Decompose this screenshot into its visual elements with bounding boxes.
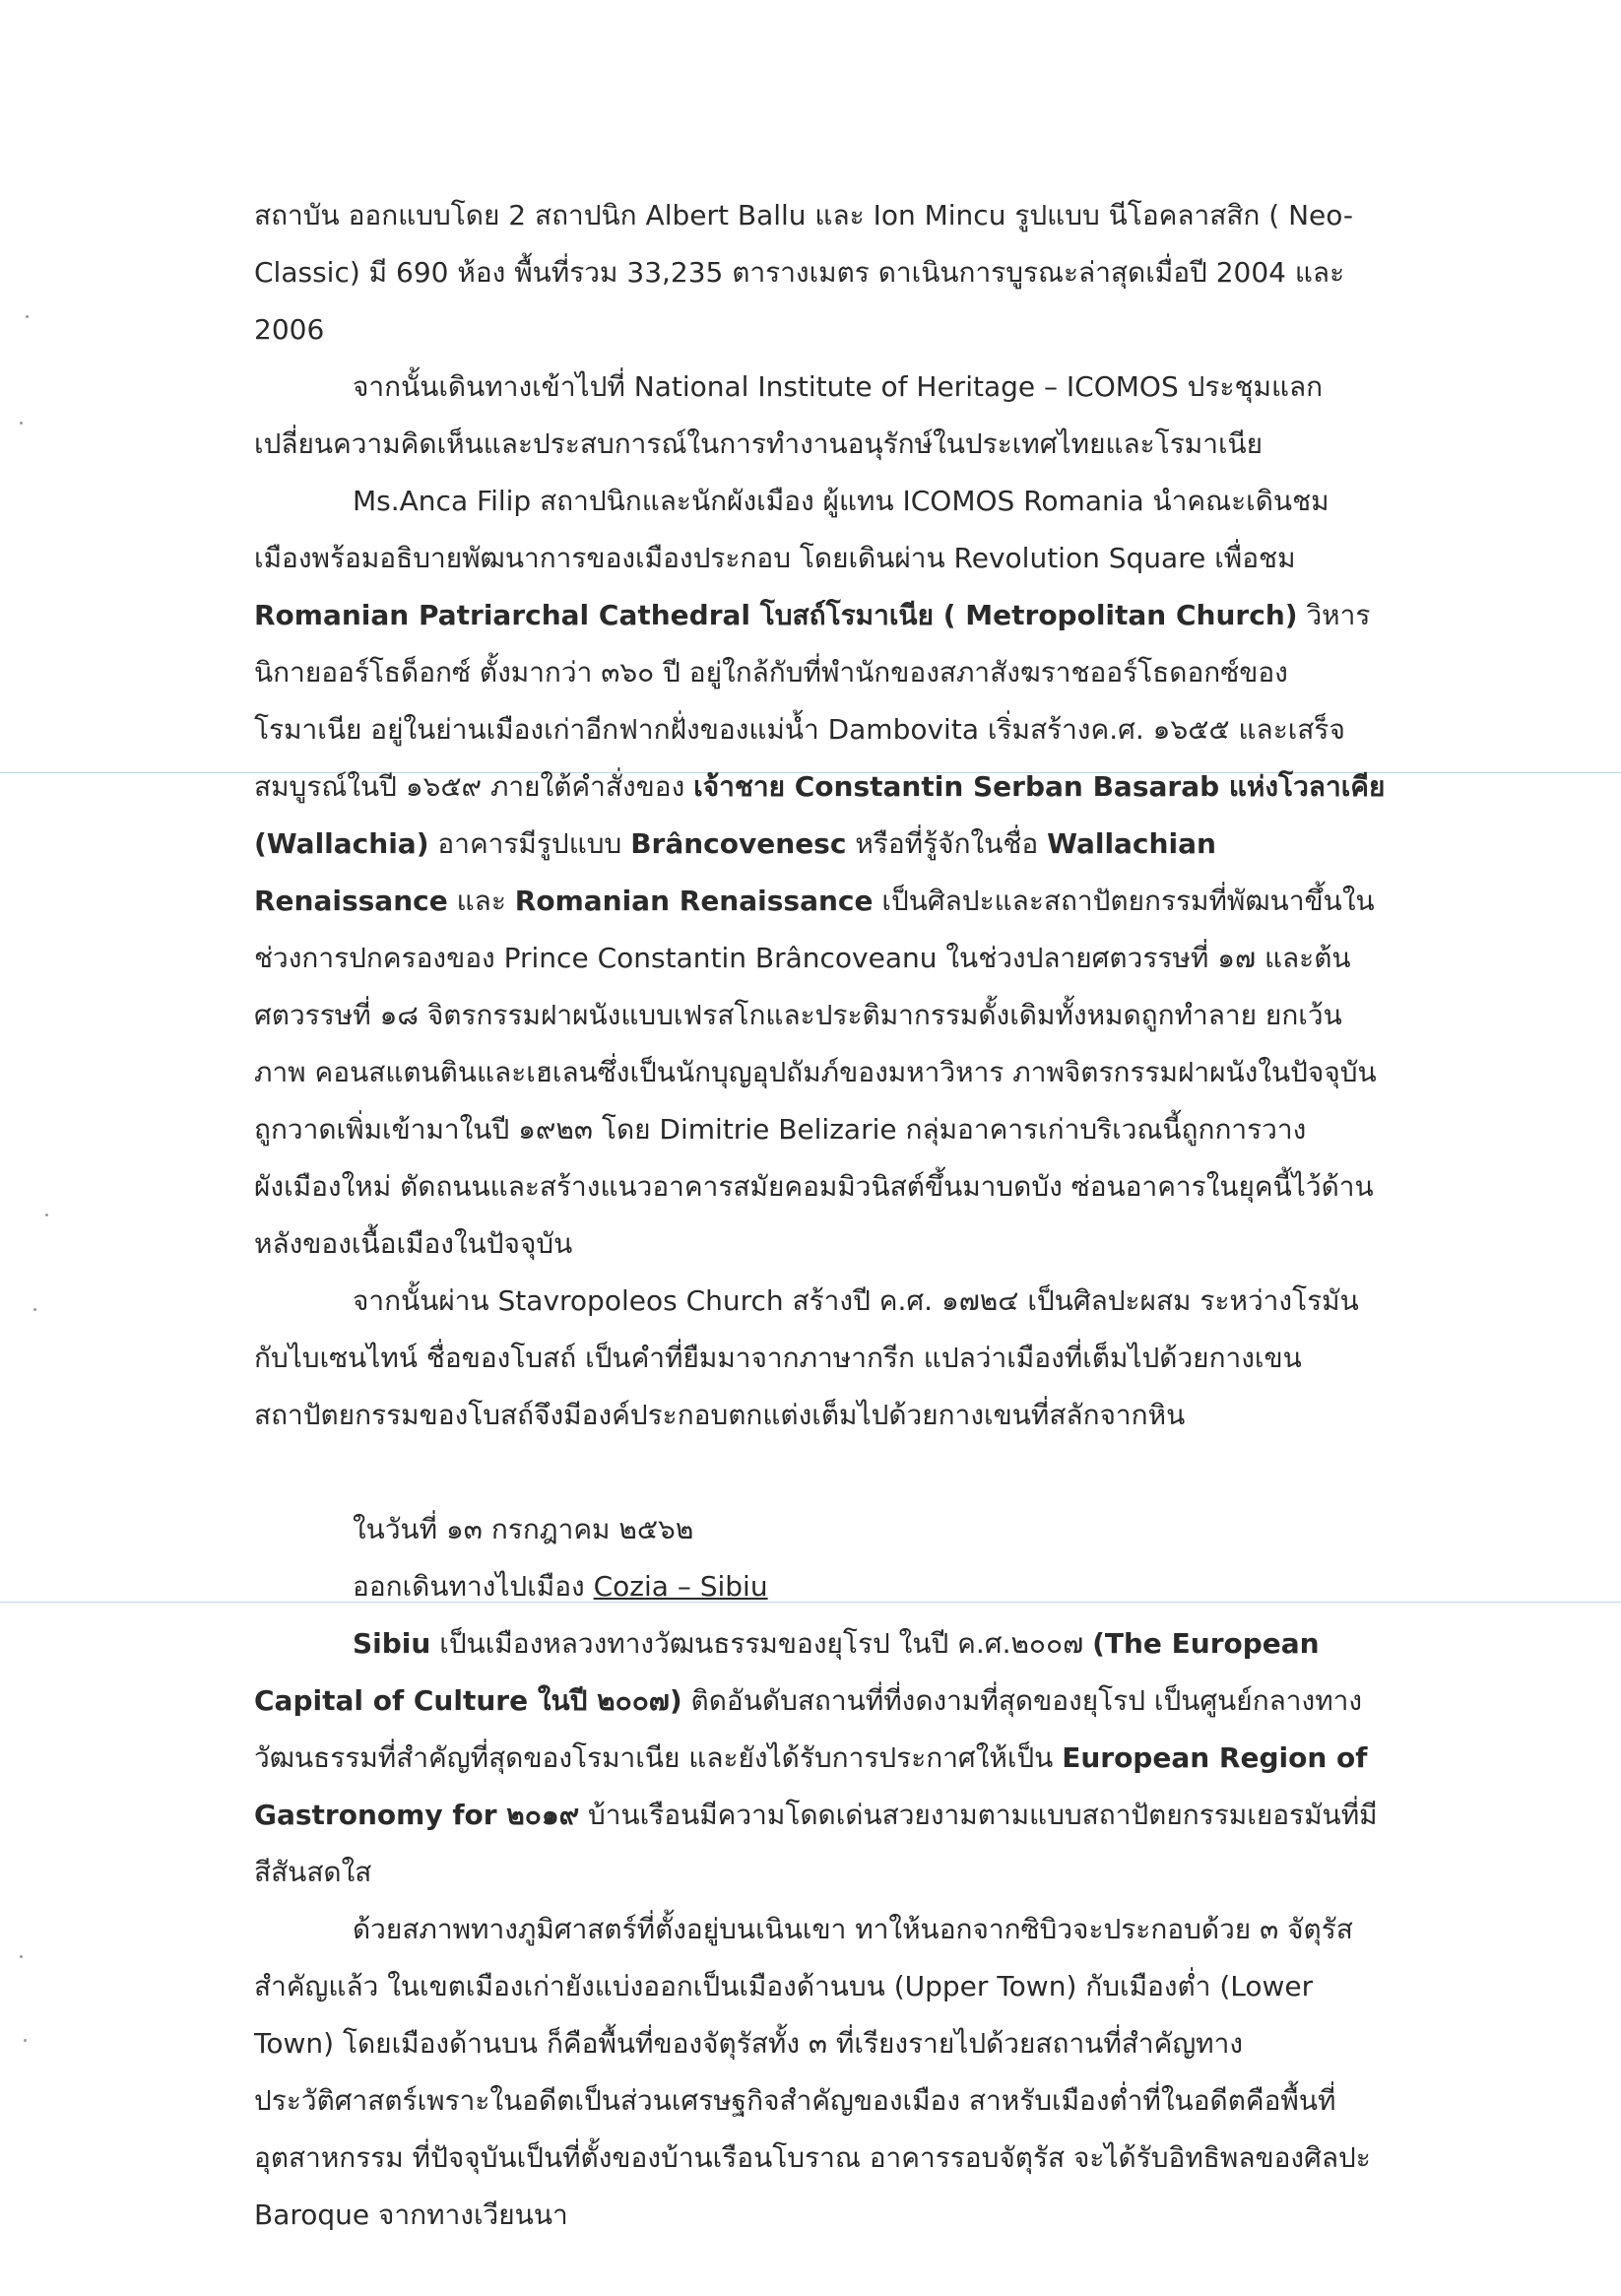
bold-text: (The European Capital of Culture ในปี ๒๐๐๗): [254, 1627, 1320, 1717]
scan-speck: [20, 422, 23, 425]
text-run: วิหารนิกายออร์โธด็อกซ์ ตั้งมากว่า ๓๖๐ ปี อยู่ใกล้กับที่พำนักของสภาสังฆราชออร์โธดอกซ์ของโรมาเนีย อยู่ในย่านเมืองเก่าอีกฟากฝั่งของแม่น้ำ Dambovita เริ่มสร้างค.ศ. ๑๖๕๕ และเสร็จสมบูรณ์ในปี ๑๖๕๙ ภายใต้คำสั่งของ: [254, 599, 1371, 803]
scan-speck: [24, 2039, 27, 2042]
route-prefix: ออกเดินทางไปเมือง: [353, 1570, 594, 1603]
date-line: ในวันที่ ๑๓ กรกฎาคม ๒๕๖๒: [353, 1513, 694, 1545]
text-run: หรือที่รู้จักในชื่อ: [846, 827, 1048, 860]
paragraph-p5: [254, 1615, 1387, 1901]
bold-text: เจ้าชาย Constantin Serban Basarab แห่งโวลาเคีย (Wallachia): [254, 770, 1386, 860]
paragraph-p3: [254, 473, 1387, 1273]
text-run: และ: [447, 885, 515, 917]
text-run: สถาบัน ออกแบบโดย 2 สถาปนิก Albert Ballu และ Ion Mincu รูปแบบ นีโอคลาสสิก ( Neo-Classic) มี 690 ห้อง พื้นที่รวม 33,235 ตารางเมตร ดาเนินการบูรณะล่าสุดเมื่อปี 2004 และ 2006: [254, 199, 1354, 346]
text-run: อาคารมีรูปแบบ: [428, 827, 631, 860]
text-run: จากนั้นผ่าน Stavropoleos Church สร้างปี ค.ศ. ๑๗๒๔ เป็นศิลปะผสม ระหว่างโรมันกับไบเซนไทน์ ชื่อของโบสถ์ เป็นคำที่ยืมมาจากภาษากรีก แปลว่าเมืองที่เต็มไปด้วยกางเขน สถาปัตยกรรมของโบสถ์จึงมีองค์ประกอบตกแต่งเต็มไปด้วยกางเขนที่สลักจากหิน: [254, 1284, 1359, 1431]
paragraph-p2: [254, 359, 1387, 473]
bold-text: Wallachian Renaissance: [254, 827, 1216, 917]
text-run: ติดอันดับสถานที่ที่งดงามที่สุดของยุโรป เป็นศูนย์กลางทางวัฒนธรรมที่สำคัญที่สุดของโรมาเนีย และยังได้รับการประกาศให้เป็น: [254, 1684, 1363, 1774]
scan-speck: [45, 1214, 48, 1216]
scan-speck: [33, 1308, 36, 1311]
text-run: บ้านเรือนมีความโดดเด่นสวยงามตามแบบสถาปัตยกรรมเยอรมันที่มีสีสันสดใส: [254, 1799, 1378, 1888]
section-bucharest: [254, 187, 1387, 1444]
text-run: Ms.Anca Filip สถาปนิกและนักผังเมือง ผู้แทน ICOMOS Romania นำคณะเดินชมเมืองพร้อมอธิบายพัฒนาการของเมืองประกอบ โดยเดินผ่าน Revolution Square เพื่อชม: [254, 485, 1329, 574]
scan-speck: [20, 1955, 23, 1958]
document-body: [254, 187, 1387, 2244]
route-place: Cozia – Sibiu: [593, 1570, 768, 1603]
bold-text: Brâncovenesc: [630, 827, 847, 860]
text-run: จากนั้นเดินทางเข้าไปที่ National Institute of Heritage – ICOMOS ประชุมแลกเปลี่ยนความคิดเห็นและประสบการณ์ในการทำงานอนุรักษ์ในประเทศไทยและโรมาเนีย: [254, 370, 1324, 460]
bold-text: European Region of Gastronomy for ๒๐๑๙: [254, 1741, 1368, 1831]
route-line: [254, 1558, 1387, 1615]
paragraph-p1: [254, 187, 1387, 359]
bold-text: Romanian Renaissance: [514, 885, 874, 917]
paragraph-p4: [254, 1273, 1387, 1444]
paragraph-gap: [254, 1444, 1387, 1501]
text-run: ด้วยสภาพทางภูมิศาสตร์ที่ตั้งอยู่บนเนินเขา ทาให้นอกจากซิบิวจะประกอบด้วย ๓ จัตุรัสสำคัญแล้ว ในเขตเมืองเก่ายังแบ่งออกเป็นเมืองด้านบน (Upper Town) กับเมืองต่ำ (Lower Town) โดยเมืองด้านบน ก็คือพื้นที่ของจัตุรัสทั้ง ๓ ที่เรียงรายไปด้วยสถานที่สำคัญทางประวัติศาสตร์เพราะในอดีตเป็นส่วนเศรษฐกิจสำคัญของเมือง สาหรับเมืองต่ำที่ในอดีตคือพื้นที่อุตสาหกรรม ที่ปัจจุบันเป็นที่ตั้งของบ้านเรือนโบราณ อาคารรอบจัตุรัส จะได้รับอิทธิพลของศิลปะ Baroque จากทางเวียนนา: [254, 1913, 1371, 2231]
text-run: เป็นเมืองหลวงทางวัฒนธรรมของยุโรป ในปี ค.ศ.๒๐๐๗: [430, 1627, 1093, 1660]
bold-text: Romanian Patriarchal Cathedral โบสถ์โรมาเนีย ( Metropolitan Church): [254, 599, 1298, 631]
scan-speck: [26, 315, 29, 318]
paragraph-p6: [254, 1901, 1387, 2244]
text-run: เป็นศิลปะและสถาปัตยกรรมที่พัฒนาขึ้นในช่วงการปกครองของ Prince Constantin Brâncoveanu ในช่วงปลายศตวรรษที่ ๑๗ และต้นศตวรรษที่ ๑๘ จิตรกรรมฝาผนังแบบเฟรสโกและประติมากรรมดั้งเดิมทั้งหมดถูกทำลาย ยกเว้นภาพ คอนสแตนตินและเฮเลนซึ่งเป็นนักบุญอุปถัมภ์ของมหาวิหาร ภาพจิตรกรรมฝาผนังในปัจจุบันถูกวาดเพิ่มเข้ามาในปี ๑๙๒๓ โดย Dimitrie Belizarie กลุ่มอาคารเก่าบริเวณนี้ถูกการวางผังเมืองใหม่ ตัดถนนและสร้างแนวอาคารสมัยคอมมิวนิสต์ขึ้นมาบดบัง ซ่อนอาคารในยุคนี้ไว้ด้านหลังของเนื้อเมืองในปัจจุบัน: [254, 885, 1377, 1260]
bold-text: Sibiu: [353, 1627, 431, 1660]
section-sibiu: [254, 1615, 1387, 2244]
